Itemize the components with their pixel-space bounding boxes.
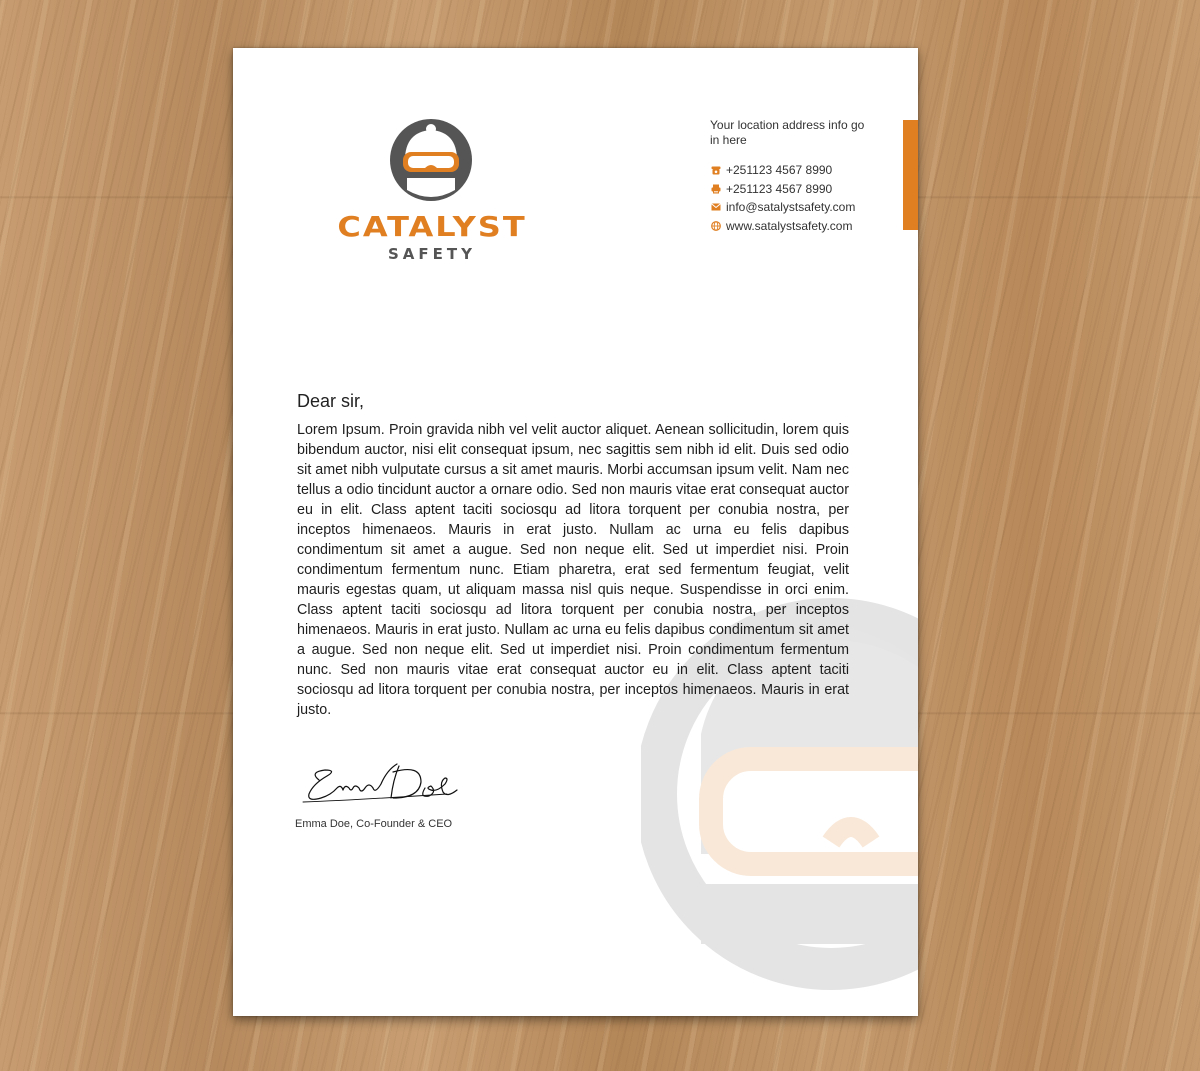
- contact-website: [710, 217, 895, 236]
- email-icon: [710, 202, 721, 213]
- brand-tagline: SAFETY: [388, 245, 476, 263]
- phone-number[interactable]: +251123 4567 8990: [726, 163, 833, 178]
- signer-name: Emma Doe, Co-Founder & CEO: [295, 818, 453, 830]
- letter-body: Lorem Ipsum. Proin gravida nibh vel velit auctor aliquet. Aenean sollicitudin, lorem quis bibendum auctor, nisi elit consequat ipsum, nec sagittis sem nibh id elit. Duis sed odio sit amet nibh vulputate cursus a sit amet mauris. Morbi accumsan ipsum velit. Nam nec tellus a odio tincidunt auctor a ornare odio. Sed non mauris vitae erat consequat auctor eu in elit. Class aptent taciti sociosqu ad litora torquent per conubia nostra, per inceptos himenaeos. Mauris in erat justo. Nullam ac urna eu felis dapibus condimentum sit amet a augue. Sed non neque elit. Sed ut imperdiet nisi. Proin condimentum fermentum nunc. Etiam pharetra, erat sed fermentum feugiat, velit mauris egestas quam, ut aliquam massa nisl quis neque. Suspendisse in orci enim. Class aptent taciti sociosqu ad litora torquent per conubia nostra, per inceptos himenaeos. Mauris in erat justo. Nullam ac urna eu felis dapibus condimentum sit amet a augue. Sed non neque elit. Sed ut imperdiet nisi. Proin condimentum fermentum nunc. Sed non mauris vitae erat consequat auctor eu in elit. Class aptent taciti sociosqu ad litora torquent per conubia nostra, per inceptos himenaeos. Mauris in erat justo.: [297, 422, 849, 718]
- contact-fax: [710, 180, 895, 199]
- contact-phone: [710, 161, 895, 180]
- brand-name: CATALYST: [337, 210, 527, 243]
- website-url[interactable]: www.satalystsafety.com: [726, 218, 853, 233]
- address-text: Your location address info go in here: [710, 118, 865, 147]
- goggles-helmet-icon: [387, 116, 475, 204]
- globe-icon: [710, 220, 721, 231]
- fax-number[interactable]: +251123 4567 8990: [726, 181, 833, 196]
- accent-strip: [903, 120, 918, 230]
- phone-icon: [710, 165, 721, 176]
- letter-greeting: Dear sir,: [297, 391, 365, 411]
- contact-block: [710, 118, 895, 235]
- fax-icon: [710, 183, 721, 194]
- handwritten-signature: [297, 758, 467, 808]
- email-address[interactable]: info@satalystsafety.com: [726, 200, 856, 215]
- company-logo: [307, 116, 557, 266]
- letterhead-page: [233, 48, 918, 1016]
- contact-email: [710, 198, 895, 217]
